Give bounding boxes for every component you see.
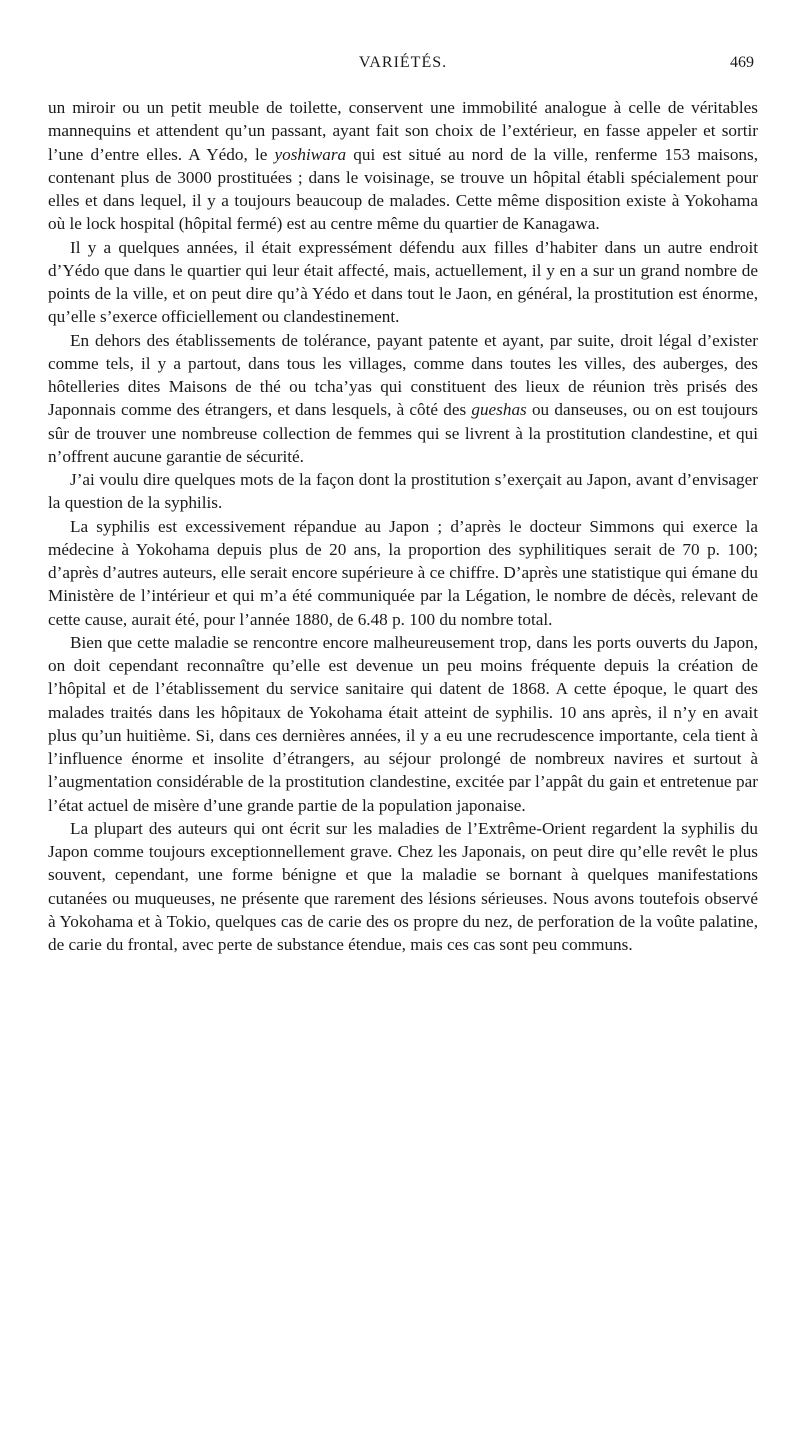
body-text: [48, 96, 758, 956]
paragraph: [48, 329, 758, 469]
document-page: [48, 54, 758, 956]
text-run: un miroir ou un petit meuble de toilette, conservent une immobilité analogue à celle de véritables mannequins et attendent qu’un passant, ayant fait son choix de l’extérieur, en fasse appeler et sortir l’une d’entre elles. A Yédo, le: [48, 98, 758, 164]
text-run: qui est situé au nord de la ville, renferme 153 maisons, contenant plus de 3000 prostituées ; dans le voisinage, se trouve un hôpital établi spécialement pour elles et dans lequel, il y a toujours beaucoup de malades. Cette même disposition existe à Yokohama où le lock hospital (hôpital fermé) est au centre même du quartier de Kanagawa.: [48, 144, 758, 234]
paragraph: [48, 96, 758, 236]
paragraph: [48, 631, 758, 817]
paragraph: [48, 515, 758, 631]
paragraph: [48, 817, 758, 957]
text-run: En dehors des établissements de tolérance, payant patente et ayant, par suite, droit légal d’exister comme tels, il y a partout, dans tous les villages, comme dans toutes les villes, des auberges, des hôtelleries dites Maisons de thé ou tcha’yas qui constituent des lieux de réunion très prisés des Japonnais comme des étrangers, et dans lesquels, à côté des: [48, 330, 758, 420]
text-run: Il y a quelques années, il était expressément défendu aux filles d’habiter dans un autre endroit d’Yédo que dans le quartier qui leur était affecté, mais, actuellement, il y en a sur un grand nombre de points de la ville, et on peut dire qu’à Yédo et dans tout le Jaon, en général, la prostitution est énorme, qu’elle s’exerce officiellement ou clandestinement.: [48, 237, 758, 327]
text-run: Bien que cette maladie se rencontre encore malheureusement trop, dans les ports ouverts du Japon, on doit cependant reconnaître qu’elle est devenue un peu moins fréquente depuis la création de l’hôpital et de l’établissement du service sanitaire qui datent de 1868. A cette époque, le quart des malades traités dans les hôpitaux de Yokohama était atteint de syphilis. 10 ans après, il n’y en avait plus qu’un huitième. Si, dans ces dernières années, il y a eu une recrudescence importante, cela tient à l’influence énorme et insolite d’étrangers, au séjour prolongé de nombreux navires et surtout à l’augmentation considérable de la prostitution clandestine, excitée par l’appât du gain et entretenue par l’état actuel de misère d’une grande partie de la population japonaise.: [48, 632, 758, 815]
italic-term: gueshas: [471, 400, 527, 420]
text-run: La syphilis est excessivement répandue au Japon ; d’après le docteur Simmons qui exerce la médecine à Yokohama depuis plus de 20 ans, la proportion des syphilitiques serait de 70 p. 100; d’après d’autres auteurs, elle serait encore supérieure à ce chiffre. D’après une statistique qui émane du Ministère de l’intérieur et qui m’a été communiquée par la Légation, le nombre de décès, relevant de cette cause, aurait été, pour l’année 1880, de 6.48 p. 100 du nombre total.: [48, 516, 758, 629]
text-run: ou danseuses, ou on est toujours sûr de trouver une nombreuse collection de femmes qui se livrent à la prostitution clandestine, et qui n’offrent aucune garantie de sécurité.: [48, 400, 758, 466]
page-header: [48, 54, 758, 84]
page-number: 469: [730, 54, 754, 71]
text-run: La plupart des auteurs qui ont écrit sur les maladies de l’Extrême-Orient regardent la syphilis du Japon comme toujours exceptionnellement grave. Chez les Japonais, on peut dire qu’elle revêt le plus souvent, cependant, une forme bénigne et que la maladie se bornant à quelques manifestations cutanées ou muqueuses, ne présente que rarement des lésions sérieuses. Nous avons toutefois observé à Yokohama et à Tokio, quelques cas de carie des os propre du nez, de perforation de la voûte palatine, de carie du frontal, avec perte de substance étendue, mais ces cas sont peu communs.: [48, 818, 758, 954]
paragraph: [48, 236, 758, 329]
paragraph: [48, 468, 758, 515]
text-run: J’ai voulu dire quelques mots de la façon dont la prostitution s’exerçait au Japon, avant d’envisager la question de la syphilis.: [48, 470, 758, 513]
italic-term: yoshiwara: [274, 144, 347, 164]
running-title: VARIÉTÉS.: [358, 54, 448, 71]
